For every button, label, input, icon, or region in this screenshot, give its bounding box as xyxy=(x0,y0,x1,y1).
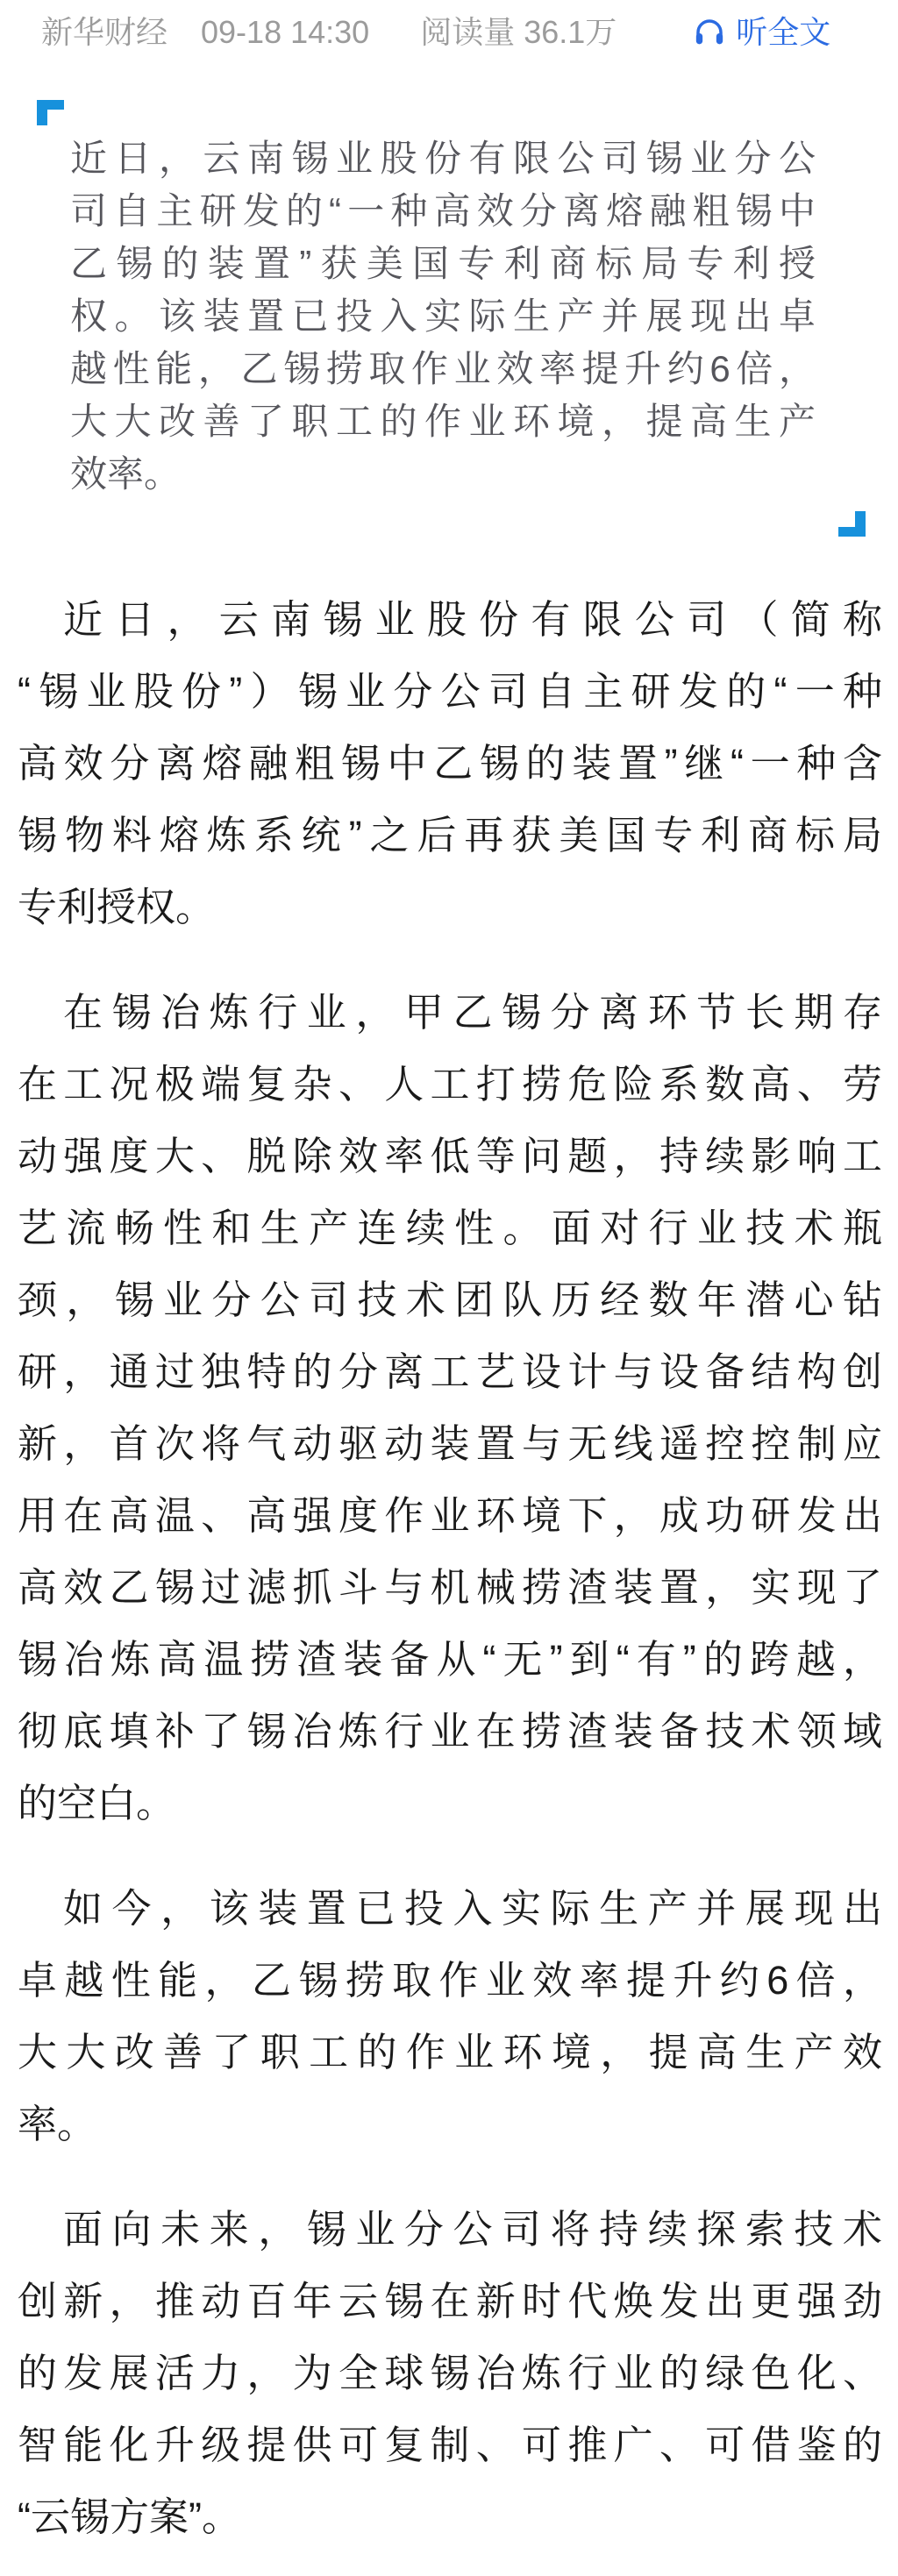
text-line: 用在高温、高强度作业环境下，成功研发出 xyxy=(18,1493,882,1538)
summary-quote-block xyxy=(37,100,866,537)
text-line: 彻底填补了锡冶炼行业在捞渣装备技术领域 xyxy=(18,1709,882,1754)
text-line: 专利授权。 xyxy=(18,885,216,929)
source-name: 新华财经 xyxy=(41,14,168,50)
text-line: 动强度大、脱除效率低等问题，持续影响工 xyxy=(18,1134,882,1178)
text-line: 近日，云南锡业股份有限公司（简称 xyxy=(63,597,882,642)
text-line: 的空白。 xyxy=(18,1781,176,1825)
article-meta-header xyxy=(0,0,898,54)
article-body xyxy=(18,584,882,2553)
headphones-icon xyxy=(692,15,736,50)
article-paragraph xyxy=(18,977,882,1839)
read-count: 阅读量 36.1万 xyxy=(420,14,617,50)
text-line: 司自主研发的“一种高效分离熔融粗锡中 xyxy=(70,190,816,231)
listen-full-text-button[interactable] xyxy=(692,11,830,54)
text-line: 效率。 xyxy=(70,453,182,495)
text-line: 近日，云南锡业股份有限公司锡业分公 xyxy=(70,138,816,179)
text-line: 卓越性能，乙锡捞取作业效率提升约6倍， xyxy=(18,1958,882,2003)
text-line: 艺流畅性和生产连续性。面对行业技术瓶 xyxy=(18,1206,882,1250)
text-line: 创新，推动百年云锡在新时代焕发出更强劲 xyxy=(18,2279,882,2323)
quote-close-mark-icon xyxy=(838,511,866,537)
text-line: “锡业股份”）锡业分公司自主研发的“一种 xyxy=(18,669,882,714)
text-line: 高效分离熔融粗锡中乙锡的装置”继“一种含 xyxy=(18,741,882,786)
quote-open-mark-icon xyxy=(37,100,64,125)
summary-quote-text xyxy=(70,132,816,501)
article-paragraph xyxy=(18,2194,882,2553)
text-line: 如今，该装置已投入实际生产并展现出 xyxy=(63,1886,882,1931)
text-line: 大大改善了职工的作业环境，提高生产 xyxy=(70,401,816,442)
text-line: 颈，锡业分公司技术团队历经数年潜心钻 xyxy=(18,1277,882,1322)
text-line: 权。该装置已投入实际生产并展现出卓 xyxy=(70,295,816,337)
article-paragraph xyxy=(18,584,882,943)
text-line: 的发展活力，为全球锡冶炼行业的绿色化、 xyxy=(18,2351,882,2395)
text-line: 越性能，乙锡捞取作业效率提升约6倍， xyxy=(70,348,816,389)
text-line: 率。 xyxy=(18,2102,97,2146)
text-line: 高效乙锡过滤抓斗与机械捞渣装置，实现了 xyxy=(18,1565,882,1610)
text-line: 面向未来，锡业分公司将持续探索技术 xyxy=(63,2207,882,2252)
text-line: 锡物料熔炼系统”之后再获美国专利商标局 xyxy=(18,813,882,857)
text-line: 在工况极端复杂、人工打捞危险系数高、劳 xyxy=(18,1062,882,1107)
text-line: 研，通过独特的分离工艺设计与设备结构创 xyxy=(18,1349,882,1394)
article-paragraph xyxy=(18,1873,882,2160)
text-line: 智能化升级提供可复制、可推广、可借鉴的 xyxy=(18,2423,882,2467)
publish-time: 09-18 14:30 xyxy=(201,14,370,50)
text-line: 在锡冶炼行业，甲乙锡分离环节长期存 xyxy=(63,990,882,1035)
listen-full-text-label: 听全文 xyxy=(736,14,831,50)
text-line: 新，首次将气动驱动装置与无线遥控控制应 xyxy=(18,1421,882,1466)
text-line: 乙锡的装置”获美国专利商标局专利授 xyxy=(70,243,816,284)
text-line: 锡冶炼高温捞渣装备从“无”到“有”的跨越， xyxy=(18,1637,882,1682)
text-line: “云锡方案”。 xyxy=(18,2494,241,2539)
text-line: 大大改善了职工的作业环境，提高生产效 xyxy=(18,2030,882,2074)
